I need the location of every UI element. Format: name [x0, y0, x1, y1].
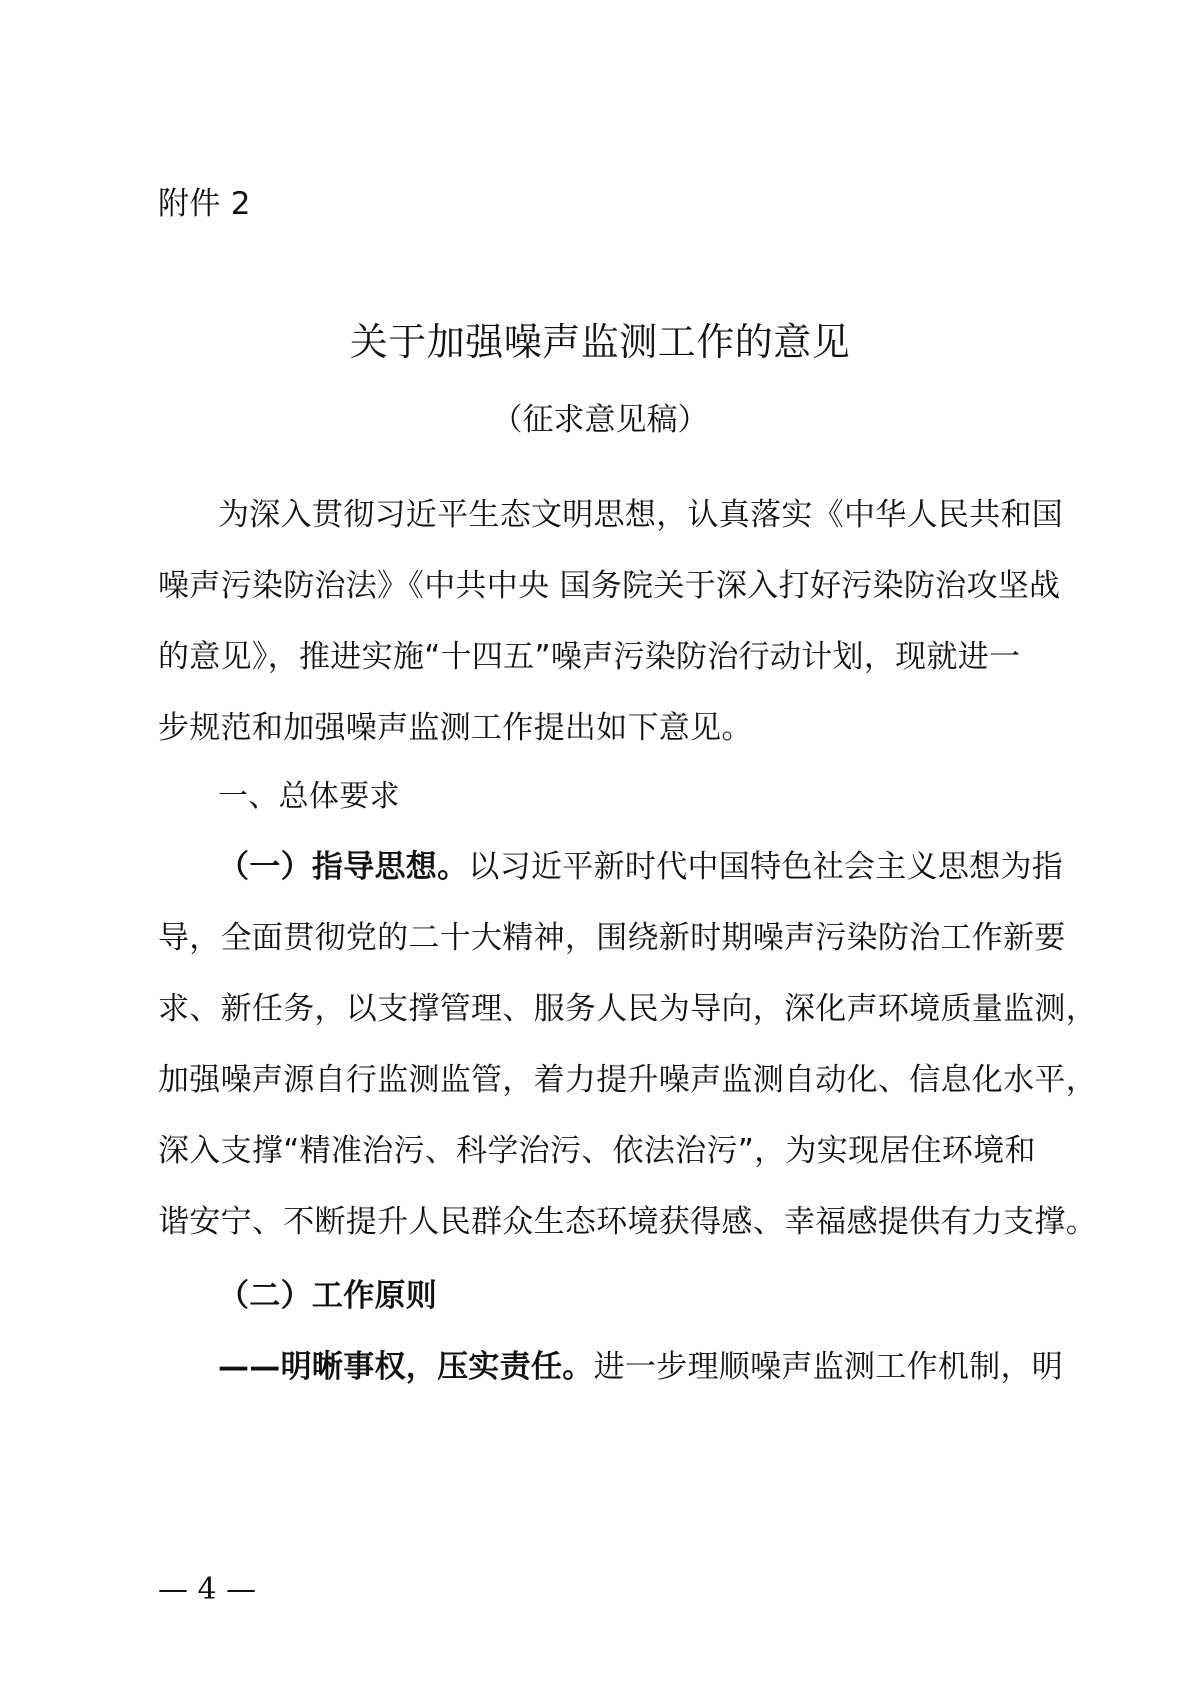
- intro-line-4: 步规范和加强噪声监测工作提出如下意见。: [158, 710, 753, 746]
- intro-line-1: 为深入贯彻习近平生态文明思想，认真落实《中华人民共和国: [218, 497, 1064, 533]
- guiding-thought-line-3: 求、新任务，以支撑管理、服务人民为导向，深化声环境质量监测，: [158, 991, 1097, 1027]
- page-number: — 4 —: [158, 1572, 257, 1607]
- guiding-thought-line-1-text: 以习近平新时代中国特色社会主义思想为指: [468, 849, 1064, 885]
- guiding-thought-line-4: 加强噪声源自行监测监管，着力提升噪声监测自动化、信息化水平，: [158, 1062, 1097, 1098]
- principle-1-line-1: [218, 1347, 1064, 1387]
- principle-1-text: 进一步理顺噪声监测工作机制，明: [593, 1349, 1064, 1385]
- intro-line-3: 的意见》，推进实施“十四五”噪声污染防治行动计划，现就进一: [158, 639, 1021, 675]
- section-heading-general-requirements: 一、总体要求: [218, 779, 400, 814]
- guiding-thought-label: （一）指导思想。: [218, 849, 469, 885]
- guiding-thought-line-5: 深入支撑“精准治污、科学治污、依法治污”，为实现居住环境和: [158, 1133, 1036, 1169]
- work-principles-heading: （二）工作原则: [218, 1278, 438, 1314]
- guiding-thought-line-6: 谐安宁、不断提升人民群众生态环境获得感、幸福感提供有力支撑。: [158, 1204, 1097, 1240]
- guiding-thought-paragraph-line-1: [218, 847, 1064, 887]
- principle-1-label: ——明晰事权，压实责任。: [218, 1349, 594, 1385]
- attachment-label: 附件 2: [158, 186, 251, 222]
- document-title: 关于加强噪声监测工作的意见: [349, 320, 851, 364]
- guiding-thought-line-2: 导，全面贯彻党的二十大精神，围绕新时期噪声污染防治工作新要: [158, 920, 1066, 956]
- intro-line-2: 噪声污染防治法》《中共中央 国务院关于深入打好污染防治攻坚战: [158, 568, 1061, 604]
- document-subtitle: （征求意见稿）: [491, 402, 709, 438]
